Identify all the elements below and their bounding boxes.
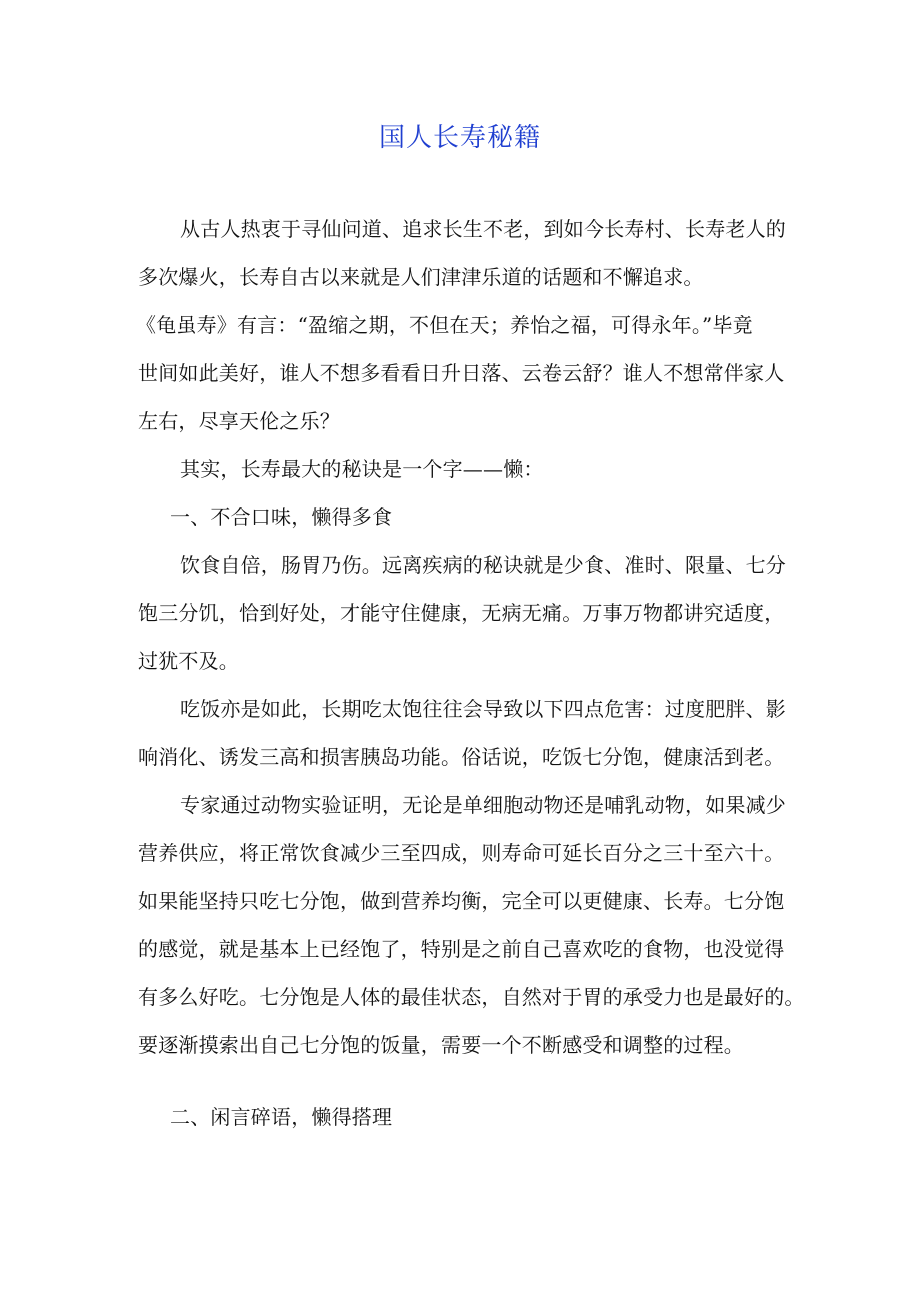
paragraph-line: 如果能坚持只吃七分饱，做到营养均衡，完全可以更健康、长寿。七分饱 [138, 889, 785, 913]
paragraph-line: 响消化、诱发三高和损害胰岛功能。俗话说，吃饭七分饱，健康活到老。 [138, 745, 785, 769]
paragraph-line: 有多么好吃。七分饱是人体的最佳状态，自然对于胃的承受力也是最好的。 [138, 985, 805, 1009]
paragraph-line: 专家通过动物实验证明，无论是单细胞动物还是哺乳动物，如果减少 [180, 793, 786, 817]
paragraph-line: 饮食自倍，肠胃乃伤。远离疾病的秘诀就是少食、准时、限量、七分 [180, 553, 786, 577]
paragraph-line: 《龟虽寿》有言：“盈缩之期，不但在天；养怡之福，可得永年。”毕竟 [136, 313, 753, 337]
section-heading: 二、闲言碎语，懒得搭理 [170, 1105, 393, 1129]
paragraph-line: 多次爆火，长寿自古以来就是人们津津乐道的话题和不懈追求。 [138, 265, 704, 289]
paragraph-line: 吃饭亦是如此，长期吃太饱往往会导致以下四点危害：过度肥胖、影 [180, 697, 786, 721]
paragraph-line: 要逐渐摸索出自己七分饱的饭量，需要一个不断感受和调整的过程。 [138, 1033, 744, 1057]
paragraph-line: 饱三分饥，恰到好处，才能守住健康，无病无痛。万事万物都讲究适度， [138, 601, 785, 625]
paragraph-line: 从古人热衷于寻仙问道、追求长生不老，到如今长寿村、长寿老人的 [180, 217, 786, 241]
paragraph-line: 世间如此美好，谁人不想多看看日升日落、云卷云舒？谁人不想常伴家人 [138, 361, 785, 385]
section-heading: 一、不合口味，懒得多食 [170, 505, 393, 529]
paragraph-line: 其实，长寿最大的秘诀是一个字——懒： [180, 457, 544, 481]
paragraph-line: 营养供应，将正常饮食减少三至四成，则寿命可延长百分之三十至六十。 [138, 841, 785, 865]
paragraph-line: 过犹不及。 [138, 649, 239, 673]
paragraph-line: 的感觉，就是基本上已经饱了，特别是之前自己喜欢吃的食物，也没觉得 [138, 937, 785, 961]
document-title: 国人长寿秘籍 [378, 123, 541, 153]
paragraph-line: 左右，尽享天伦之乐？ [138, 409, 340, 433]
